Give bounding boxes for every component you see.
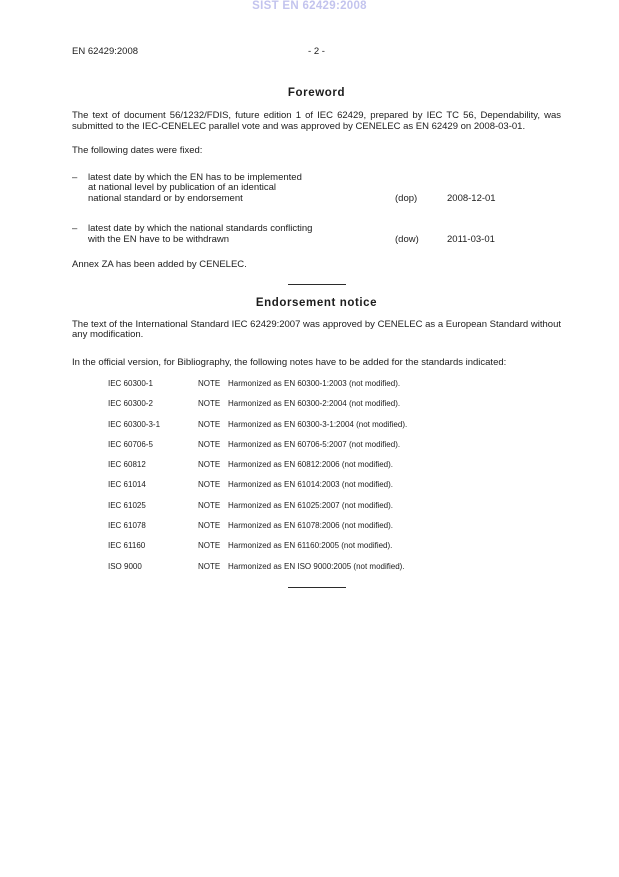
- foreword-paragraph: The text of document 56/1232/FDIS, future edition 1 of IEC 62429, prepared by IEC TC 56, Dependability, was submitted to the IEC-CENELEC parallel vote and was approved by CENELEC as EN 62429 on 2008-03-01.: [72, 110, 561, 132]
- page-content: [72, 46, 561, 588]
- note-label: NOTE: [198, 419, 221, 429]
- note-text: Harmonized as EN 60300-3-1:2004 (not modified).: [228, 419, 408, 429]
- note-label: NOTE: [198, 480, 221, 490]
- standards-row: [108, 501, 561, 511]
- list-dash: –: [72, 171, 78, 183]
- watermark-header: SIST EN 62429:2008: [252, 0, 367, 12]
- standards-row: [108, 440, 561, 450]
- date-item-text: [88, 173, 395, 205]
- standard-ref: IEC 60706-5: [108, 439, 153, 449]
- standards-row: [108, 521, 561, 531]
- standard-ref: IEC 61025: [108, 500, 146, 510]
- date-item-text: [88, 224, 395, 245]
- date-abbrev-dow: (dow): [395, 233, 419, 245]
- note-label: NOTE: [198, 541, 221, 551]
- date-item-line: latest date by which the national standards conflicting: [88, 223, 313, 234]
- section-separator: [288, 284, 346, 285]
- standard-ref: IEC 60300-1: [108, 379, 153, 388]
- standards-row: [108, 562, 561, 572]
- standards-row: [108, 379, 561, 389]
- date-item-dop: [72, 173, 561, 205]
- date-value-dow: 2011-03-01: [447, 233, 495, 245]
- note-label: NOTE: [198, 460, 221, 470]
- closing-separator: [288, 587, 346, 588]
- standards-row: [108, 460, 561, 470]
- standard-ref: IEC 61014: [108, 480, 146, 490]
- note-label: NOTE: [198, 399, 221, 409]
- note-label: NOTE: [198, 379, 221, 388]
- endorsement-paragraph: The text of the International Standard IEC 62429:2007 was approved by CENELEC as a European Standard without any modification.: [72, 318, 561, 340]
- standards-row: [108, 480, 561, 490]
- note-label: NOTE: [198, 521, 221, 531]
- date-value-dop: 2008-12-01: [447, 192, 496, 204]
- standards-row: [108, 399, 561, 409]
- page-header-row: [72, 46, 561, 57]
- note-text: Harmonized as EN 61025:2007 (not modified).: [228, 500, 393, 510]
- standards-row: [108, 420, 561, 430]
- annex-note: Annex ZA has been added by CENELEC.: [72, 259, 247, 270]
- endorsement-title: Endorsement notice: [255, 296, 378, 309]
- date-item-line: national standard or by endorsement: [88, 192, 243, 204]
- note-label: NOTE: [198, 500, 221, 510]
- note-label: NOTE: [198, 561, 221, 571]
- standards-list: [72, 379, 561, 572]
- dates-intro: The following dates were fixed:: [72, 145, 203, 156]
- note-text: Harmonized as EN 60300-1:2003 (not modified).: [228, 379, 401, 388]
- standard-ref: IEC 60300-2: [108, 399, 153, 409]
- note-text: Harmonized as EN 60706-5:2007 (not modified).: [228, 439, 401, 449]
- bibliography-intro: In the official version, for Bibliography, the following notes have to be added for the standards indicated:: [72, 356, 507, 368]
- standard-ref: IEC 60300-3-1: [108, 419, 161, 429]
- standard-ref: IEC 60812: [108, 460, 146, 470]
- standard-ref: IEC 61078: [108, 521, 146, 531]
- document-reference: EN 62429:2008: [72, 46, 139, 57]
- date-item-line: latest date by which the EN has to be implemented: [88, 171, 302, 183]
- date-abbrev-dop: (dop): [395, 192, 418, 204]
- list-dash: –: [72, 223, 78, 234]
- standards-row: [108, 541, 561, 551]
- note-text: Harmonized as EN 60812:2006 (not modified).: [228, 460, 393, 470]
- date-item-line: at national level by publication of an identical: [88, 182, 277, 193]
- note-text: Harmonized as EN 61160:2005 (not modified).: [228, 541, 393, 551]
- date-item-dow: [72, 224, 561, 245]
- note-text: Harmonized as EN 60300-2:2004 (not modified).: [228, 399, 401, 409]
- standard-ref: IEC 61160: [108, 541, 146, 551]
- standard-ref: ISO 9000: [108, 561, 142, 571]
- foreword-title: Foreword: [287, 87, 346, 99]
- note-label: NOTE: [198, 439, 221, 449]
- note-text: Harmonized as EN ISO 9000:2005 (not modified).: [228, 561, 405, 571]
- date-item-line: with the EN have to be withdrawn: [88, 233, 229, 245]
- note-text: Harmonized as EN 61014:2003 (not modified).: [228, 480, 393, 490]
- note-text: Harmonized as EN 61078:2006 (not modified).: [228, 521, 393, 531]
- page-number: - 2 -: [308, 46, 325, 57]
